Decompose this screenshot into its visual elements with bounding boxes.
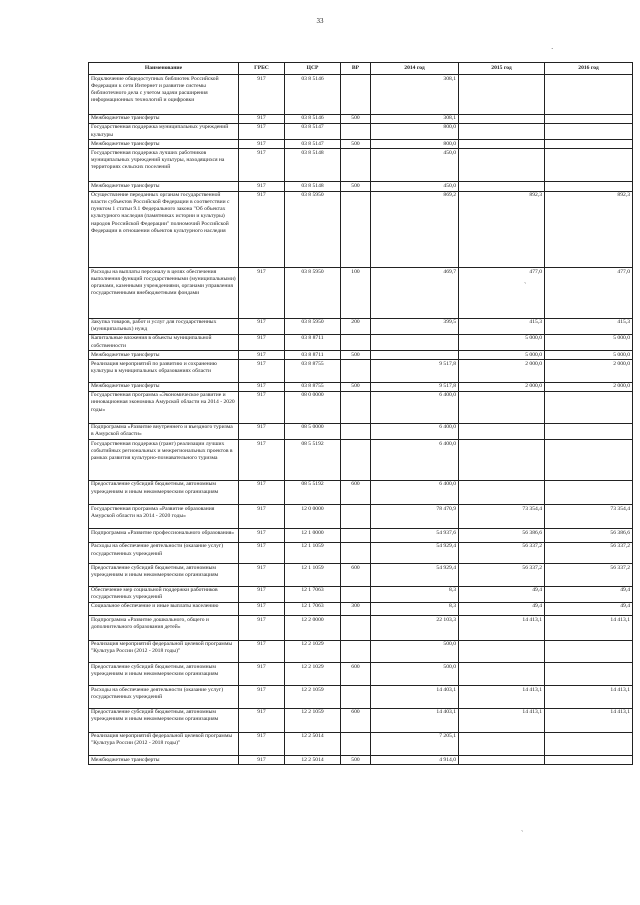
cell-2014: 8,3	[371, 602, 459, 616]
table-row	[89, 640, 633, 662]
header-name: Наименование	[89, 63, 239, 75]
cell-vr	[341, 360, 371, 382]
cell-2016: 14 413,1	[545, 708, 633, 732]
scan-speck: ˏ	[524, 276, 527, 284]
cell-csr: 03 8 8711	[285, 351, 341, 360]
table-row	[89, 708, 633, 732]
page-number: 33	[316, 17, 324, 25]
cell-2016: 477,0	[545, 268, 633, 318]
cell-2016	[545, 149, 633, 182]
cell-csr: 08 5 5192	[285, 480, 341, 504]
cell-grbs: 917	[239, 391, 285, 423]
cell-csr: 12 1 7063	[285, 586, 341, 602]
cell-name: Реализация мероприятий по развитию и сохранению культуры в муниципальных образованиях области	[89, 360, 239, 382]
cell-grbs: 917	[239, 686, 285, 708]
cell-grbs: 917	[239, 123, 285, 139]
cell-csr: 03 8 8755	[285, 360, 341, 382]
cell-vr: 500	[341, 140, 371, 149]
cell-2015	[459, 480, 545, 504]
cell-vr	[341, 75, 371, 115]
cell-name: Межбюджетные трансферты	[89, 756, 239, 765]
cell-grbs: 917	[239, 423, 285, 439]
cell-2016: 14 413,1	[545, 686, 633, 708]
cell-2015	[459, 756, 545, 765]
cell-2016: 5 000,0	[545, 334, 633, 350]
cell-csr: 03 8 5147	[285, 140, 341, 149]
cell-name: Подпрограмма «Развитие внутреннего и въездного туризма в Амурской области»	[89, 423, 239, 439]
cell-2015: 14 413,1	[459, 616, 545, 640]
cell-vr: 500	[341, 382, 371, 391]
cell-csr: 03 8 5950	[285, 191, 341, 268]
table-row	[89, 268, 633, 318]
cell-name: Государственная программа «Экономическое развитие и инновационная экономика Амурской области на 2014 - 2020 годы»	[89, 391, 239, 423]
cell-vr	[341, 149, 371, 182]
table-row	[89, 140, 633, 149]
cell-csr: 03 8 5148	[285, 182, 341, 191]
cell-2014: 8,3	[371, 586, 459, 602]
cell-name: Реализация мероприятий федеральной целевой программы "Культура России (2012 - 2018 годы)"	[89, 640, 239, 662]
cell-2015: 5 000,0	[459, 334, 545, 350]
cell-2015: 49,4	[459, 586, 545, 602]
cell-2014: 14 403,1	[371, 686, 459, 708]
cell-name: Осуществление переданных органам государственной власти субъектов Российской Федерации в соответствии с пунктом 1 статьи 9.1 Федерального закона "Об объектах культурного наследия (памятниках истории и культуры) народов Российской Федерации" полномочий Российской Федерации в отношении объектов культурного наследия	[89, 191, 239, 268]
cell-name: Государственная программа «Развитие образования Амурской области на 2014 - 2020 годы»	[89, 505, 239, 529]
cell-grbs: 917	[239, 318, 285, 334]
cell-name: Подпрограмма «Развитие дошкольного, общего и дополнительного образования детей»	[89, 616, 239, 640]
cell-name: Предоставление субсидий бюджетным, автономным учреждениям и иным некоммерческим организациям	[89, 663, 239, 686]
cell-vr	[341, 542, 371, 563]
cell-vr	[341, 191, 371, 268]
cell-grbs: 917	[239, 351, 285, 360]
cell-2016: 56 337,2	[545, 564, 633, 586]
cell-2016	[545, 182, 633, 191]
cell-2014: 78 470,9	[371, 505, 459, 529]
cell-vr: 600	[341, 480, 371, 504]
cell-2015	[459, 663, 545, 686]
cell-2014: 450,0	[371, 149, 459, 182]
table-row	[89, 440, 633, 481]
cell-name: Межбюджетные трансферты	[89, 114, 239, 123]
cell-csr: 12 1 7063	[285, 602, 341, 616]
cell-2014: 6 400,0	[371, 423, 459, 439]
cell-2014: 54 929,4	[371, 542, 459, 563]
cell-2016	[545, 756, 633, 765]
cell-grbs: 917	[239, 640, 285, 662]
cell-grbs: 917	[239, 663, 285, 686]
cell-2015	[459, 732, 545, 755]
cell-vr: 600	[341, 708, 371, 732]
cell-grbs: 917	[239, 708, 285, 732]
cell-name: Расходы на обеспечение деятельности (оказание услуг) государственных учреждений	[89, 542, 239, 563]
header-vr: ВР	[341, 63, 371, 75]
table-row	[89, 191, 633, 268]
cell-vr	[341, 529, 371, 543]
cell-2014: 6 400,0	[371, 391, 459, 423]
cell-2014: 308,1	[371, 75, 459, 115]
cell-name: Предоставление субсидий бюджетным, автономным учреждениям и иным некоммерческим организациям	[89, 564, 239, 586]
scan-speck: ·	[551, 45, 554, 53]
cell-2014	[371, 351, 459, 360]
cell-name: Подключение общедоступных библиотек Российской Федерации к сети Интернет и развитие системы библиотечного дела с учетом задачи расширения информационных технологий и оцифровки	[89, 75, 239, 115]
cell-grbs: 917	[239, 75, 285, 115]
cell-grbs: 917	[239, 360, 285, 382]
cell-2016	[545, 640, 633, 662]
cell-name: Государственная поддержка (гранг) реализации лучших событийных региональных и межрегиональных проектов в рамках развития культурно-познавательного туризма	[89, 440, 239, 481]
table-row	[89, 123, 633, 139]
cell-2016	[545, 140, 633, 149]
cell-2014: 6 400,0	[371, 480, 459, 504]
cell-vr	[341, 686, 371, 708]
table-row	[89, 505, 633, 529]
cell-vr: 500	[341, 182, 371, 191]
cell-2014: 500,0	[371, 640, 459, 662]
cell-grbs: 917	[239, 268, 285, 318]
cell-name: Государственная поддержка лучших работников муниципальных учреждений культуры, находящихся на территориях сельских поселений	[89, 149, 239, 182]
cell-2015	[459, 75, 545, 115]
cell-2016: 14 413,1	[545, 616, 633, 640]
cell-2016: 5 000,0	[545, 351, 633, 360]
cell-vr	[341, 586, 371, 602]
cell-2015	[459, 423, 545, 439]
cell-2016: 73 354,4	[545, 505, 633, 529]
table-row	[89, 663, 633, 686]
cell-csr: 12 2 0000	[285, 616, 341, 640]
cell-2016: 892,3	[545, 191, 633, 268]
cell-2016	[545, 480, 633, 504]
cell-vr	[341, 640, 371, 662]
cell-vr: 500	[341, 351, 371, 360]
cell-name: Социальное обеспечение и иные выплаты населению	[89, 602, 239, 616]
cell-vr: 100	[341, 268, 371, 318]
cell-2015: 477,0	[459, 268, 545, 318]
cell-vr	[341, 123, 371, 139]
table-row	[89, 334, 633, 350]
cell-grbs: 917	[239, 440, 285, 481]
cell-csr: 12 1 1059	[285, 542, 341, 563]
cell-2014: 9 517,8	[371, 360, 459, 382]
cell-2014: 450,0	[371, 182, 459, 191]
cell-2016: 415,3	[545, 318, 633, 334]
table-row	[89, 391, 633, 423]
cell-vr	[341, 423, 371, 439]
cell-name: Закупка товаров, работ и услуг для государственных (муниципальных) нужд	[89, 318, 239, 334]
cell-name: Межбюджетные трансферты	[89, 351, 239, 360]
cell-vr	[341, 334, 371, 350]
cell-grbs: 917	[239, 616, 285, 640]
cell-csr: 03 8 5146	[285, 114, 341, 123]
cell-grbs: 917	[239, 732, 285, 755]
cell-vr	[341, 391, 371, 423]
cell-2014: 869,2	[371, 191, 459, 268]
cell-vr: 500	[341, 756, 371, 765]
cell-2014: 469,7	[371, 268, 459, 318]
cell-name: Межбюджетные трансферты	[89, 182, 239, 191]
budget-table	[88, 62, 633, 765]
cell-2014: 6 400,0	[371, 440, 459, 481]
cell-vr	[341, 505, 371, 529]
cell-2016: 2 000,0	[545, 360, 633, 382]
cell-vr	[341, 732, 371, 755]
cell-2015: 56 337,2	[459, 542, 545, 563]
cell-csr: 12 2 1029	[285, 640, 341, 662]
cell-2016	[545, 391, 633, 423]
cell-vr: 300	[341, 602, 371, 616]
table-row	[89, 114, 633, 123]
cell-grbs: 917	[239, 505, 285, 529]
table-row	[89, 318, 633, 334]
cell-csr: 08 5 5192	[285, 440, 341, 481]
cell-2014: 500,0	[371, 663, 459, 686]
cell-grbs: 917	[239, 182, 285, 191]
cell-2015: 2 000,0	[459, 360, 545, 382]
cell-name: Подпрограмма «Развитие профессионального образования»	[89, 529, 239, 543]
cell-csr: 12 2 5014	[285, 756, 341, 765]
cell-csr: 03 8 5950	[285, 268, 341, 318]
cell-2015	[459, 140, 545, 149]
cell-2014: 9 517,8	[371, 382, 459, 391]
cell-name: Реализация мероприятий федеральной целевой программы "Культура России (2012 - 2018 годы)"	[89, 732, 239, 755]
cell-name: Межбюджетные трансферты	[89, 140, 239, 149]
table-row	[89, 182, 633, 191]
cell-2014: 4 914,0	[371, 756, 459, 765]
cell-vr	[341, 616, 371, 640]
header-2016: 2016 год	[545, 63, 633, 75]
cell-grbs: 917	[239, 149, 285, 182]
header-csr: ЦСР	[285, 63, 341, 75]
cell-2015	[459, 114, 545, 123]
cell-vr	[341, 440, 371, 481]
cell-name: Государственная поддержка муниципальных учреждений культуры	[89, 123, 239, 139]
cell-csr: 12 1 0000	[285, 529, 341, 543]
header-2015: 2015 год	[459, 63, 545, 75]
scan-speck: ˏ	[521, 824, 524, 832]
cell-csr: 08 0 0000	[285, 391, 341, 423]
cell-2014: 7 205,1	[371, 732, 459, 755]
table-row	[89, 360, 633, 382]
cell-csr: 08 5 0000	[285, 423, 341, 439]
cell-grbs: 917	[239, 480, 285, 504]
cell-vr: 200	[341, 318, 371, 334]
cell-2016	[545, 423, 633, 439]
cell-vr: 600	[341, 564, 371, 586]
table-row	[89, 480, 633, 504]
cell-2015	[459, 182, 545, 191]
cell-2014: 308,1	[371, 114, 459, 123]
table-row	[89, 382, 633, 391]
table-row	[89, 542, 633, 563]
cell-2016	[545, 663, 633, 686]
cell-name: Межбюджетные трансферты	[89, 382, 239, 391]
cell-2014: 54 937,6	[371, 529, 459, 543]
cell-2015: 14 413,1	[459, 686, 545, 708]
cell-grbs: 917	[239, 586, 285, 602]
table-row	[89, 586, 633, 602]
cell-2015: 56 337,2	[459, 564, 545, 586]
cell-csr: 12 2 1029	[285, 663, 341, 686]
cell-2015: 49,4	[459, 602, 545, 616]
table-body	[89, 75, 633, 765]
table-row	[89, 732, 633, 755]
cell-csr: 03 8 8755	[285, 382, 341, 391]
cell-2015: 2 000,0	[459, 382, 545, 391]
table-row	[89, 564, 633, 586]
table-row	[89, 602, 633, 616]
cell-vr: 500	[341, 114, 371, 123]
cell-grbs: 917	[239, 542, 285, 563]
cell-2014: 399,5	[371, 318, 459, 334]
table-row	[89, 423, 633, 439]
cell-csr: 03 8 5147	[285, 123, 341, 139]
cell-grbs: 917	[239, 334, 285, 350]
cell-2015: 56 386,6	[459, 529, 545, 543]
cell-2016: 56 386,6	[545, 529, 633, 543]
cell-2015: 14 413,1	[459, 708, 545, 732]
cell-2015: 73 354,4	[459, 505, 545, 529]
cell-2014: 14 403,1	[371, 708, 459, 732]
cell-2015	[459, 123, 545, 139]
cell-2016	[545, 732, 633, 755]
table-row	[89, 351, 633, 360]
cell-csr: 12 2 1059	[285, 686, 341, 708]
cell-2015	[459, 640, 545, 662]
cell-csr: 12 0 0000	[285, 505, 341, 529]
table-row	[89, 616, 633, 640]
cell-2015: 415,3	[459, 318, 545, 334]
cell-2016	[545, 123, 633, 139]
cell-2014: 800,0	[371, 123, 459, 139]
cell-2014: 54 929,4	[371, 564, 459, 586]
cell-2014	[371, 334, 459, 350]
table-row	[89, 756, 633, 765]
table-row	[89, 529, 633, 543]
cell-2015	[459, 149, 545, 182]
cell-2015: 892,3	[459, 191, 545, 268]
cell-name: Расходы на выплаты персоналу в целях обеспечения выполнения функций государственными (муниципальными) органами, казенными учреждениями, органами управления государственными внебюджетными фондами	[89, 268, 239, 318]
cell-csr: 03 8 8711	[285, 334, 341, 350]
cell-grbs: 917	[239, 564, 285, 586]
cell-2016: 49,4	[545, 602, 633, 616]
cell-2014: 22 103,3	[371, 616, 459, 640]
cell-csr: 12 2 1059	[285, 708, 341, 732]
cell-csr: 03 8 5950	[285, 318, 341, 334]
table-row	[89, 75, 633, 115]
cell-name: Расходы на обеспечение деятельности (оказание услуг) государственных учреждений	[89, 686, 239, 708]
cell-2015	[459, 391, 545, 423]
cell-2015: 5 000,0	[459, 351, 545, 360]
cell-name: Капитальные вложения в объекты муниципальной собственности	[89, 334, 239, 350]
cell-name: Предоставление субсидий бюджетным, автономным учреждениям и иным некоммерческим организациям	[89, 708, 239, 732]
cell-vr: 600	[341, 663, 371, 686]
table-header-row	[89, 63, 633, 75]
cell-name: Предоставление субсидий бюджетным, автономным учреждениям и иным некоммерческим организациям	[89, 480, 239, 504]
cell-2016	[545, 75, 633, 115]
cell-2016: 49,4	[545, 586, 633, 602]
cell-2016: 56 337,2	[545, 542, 633, 563]
cell-csr: 03 8 5148	[285, 149, 341, 182]
cell-grbs: 917	[239, 756, 285, 765]
cell-2016: 2 000,0	[545, 382, 633, 391]
cell-grbs: 917	[239, 382, 285, 391]
cell-name: Обеспечение мер социальной поддержки работников государственных учреждений	[89, 586, 239, 602]
cell-2015	[459, 440, 545, 481]
cell-2016	[545, 114, 633, 123]
cell-2016	[545, 440, 633, 481]
cell-2014: 800,0	[371, 140, 459, 149]
cell-csr: 03 8 5146	[285, 75, 341, 115]
cell-csr: 12 1 1059	[285, 564, 341, 586]
table-row	[89, 149, 633, 182]
cell-grbs: 917	[239, 602, 285, 616]
cell-grbs: 917	[239, 140, 285, 149]
table-row	[89, 686, 633, 708]
header-2014: 2014 год	[371, 63, 459, 75]
cell-csr: 12 2 5014	[285, 732, 341, 755]
cell-grbs: 917	[239, 114, 285, 123]
cell-grbs: 917	[239, 191, 285, 268]
cell-grbs: 917	[239, 529, 285, 543]
header-grbs: ГРБС	[239, 63, 285, 75]
